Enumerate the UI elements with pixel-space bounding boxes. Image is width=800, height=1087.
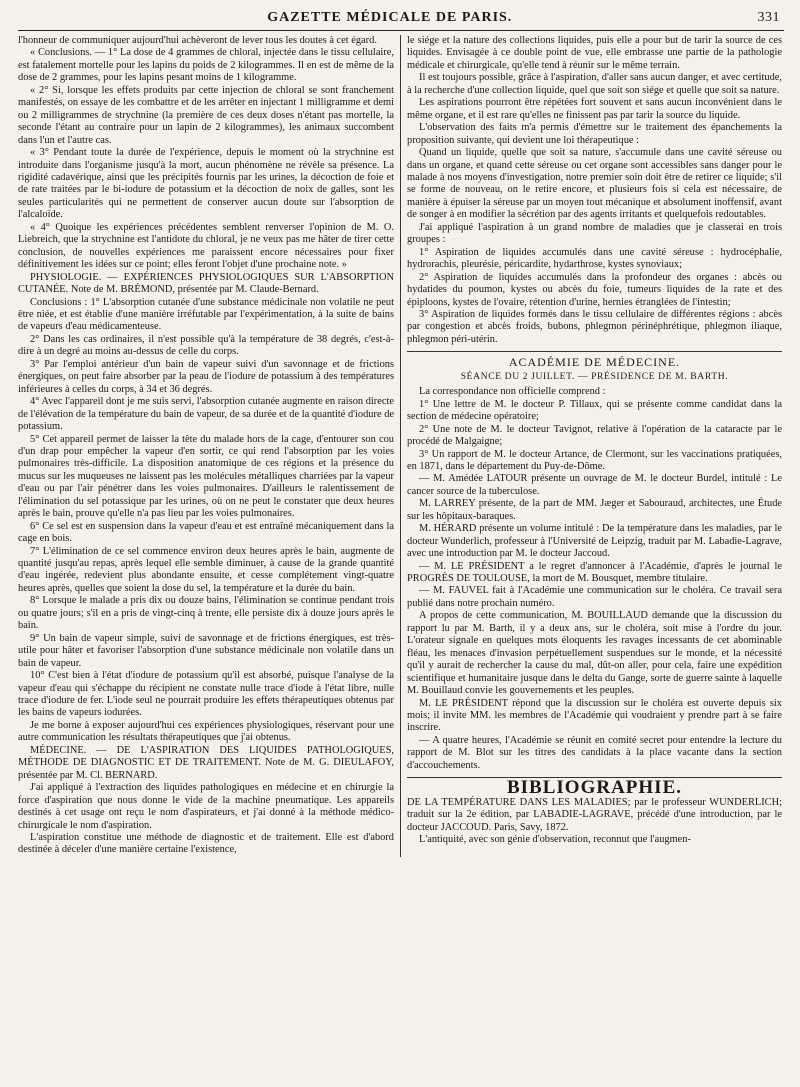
paragraph: 5° Cet appareil permet de laisser la tête du malade hors de la cage, d'entourer son cou d'un drap pour empêcher la vapeur d'en sortir, ce qui rend l'absorption par les voies pulmonaires très-difficile. La disposition anatomique de ces régions et la présence du mucus sur les muqueuses ne laissent pas les molécules métalliques charriées par la vapeur d'eau ou par l'air pénétrer dans les voies pulmonaires. D'ailleurs le ralentissement de l'élimination du sel potassique par les urines, où on ne peut le constater que deux heures après le bain, prouve qu'elle n'a pas lieu par les voies pulmonaires. — [18, 433, 394, 520]
paragraph: 3° Par l'emploi antérieur d'un bain de vapeur suivi d'un savonnage et de frictions énergiques, on peut faire absorber par la peau de l'iodure de potassium à des températures inférieures à celles du corps, à 34 et 36 degrés. — [18, 358, 394, 395]
paragraph: Il est toujours possible, grâce à l'aspiration, d'aller sans aucun danger, et avec certitude, à la recherche d'une collection liquide, quel que soit son siége et quelle que soit sa nature. — [407, 72, 782, 96]
academie-title: ACADÉMIE DE MÉDECINE. — [508, 355, 681, 370]
paragraph: A propos de cette communication, M. BOUILLAUD demande que la discussion du rapport lu par M. Barth, il y a deux ans, sur le choléra, soit mise à l'ordre du jour. L'orateur signale en quelques mots éloquents les ravages incessants de cet abominable fléau, les menaces d'invasion perpétuellement suspendues sur le monde, et la nécessité qu'il y aurait de rechercher la cause du mal, dût-on aller, pour cela, faire une expédition scientifique et humanitaire jusque dans le delta du Gange, sorte de guerre sainte à laquelle M. Bouillaud convie les gouvernements et les peuples. — [407, 610, 782, 697]
paragraph: 10° C'est bien à l'état d'iodure de potassium qu'il est absorbé, puisque l'analyse de la vapeur d'eau qui s'échappe du récipient ne constate nulle trace d'iode à l'état libre, nulle trace d'iodure de fer. L'iode seul ne pourrait produire les effets thérapeutiques obtenus par les bains de vapeurs iodurées. — [18, 670, 394, 719]
paragraph: L'antiquité, avec son génie d'observation, reconnut que l'augmen- — [419, 834, 691, 846]
paragraph: « Conclusions. — 1° La dose de 4 grammes de chloral, injectée dans le tissu cellulaire, est fatalement mortelle pour les lapins du poids de 2 kilogrammes. Il en est de même de la dose de 2 grammes, pour les lapins pesant moins de 1 kilogramme. — [18, 47, 394, 84]
paragraph: 4° Avec l'appareil dont je me suis servi, l'absorption cutanée augmente en raison directe de l'élévation de la température du bain de vapeur, de sa durée et de la quantité d'iodure de potassium. — [18, 396, 394, 433]
paragraph: 8° Lorsque le malade a pris dix ou douze bains, l'élimination se continue pendant trois ou quatre jours; s'il en a pris de vingt-cinq à trente, elle persiste dix à douze jours après le bain. — [18, 595, 394, 632]
paragraph: « 3° Pendant toute la durée de l'expérience, depuis le moment où la strychnine est introduite dans l'organisme jusqu'à la mort, aucun phénomène ne révèle sa présence. La rigidité cadavérique, ainsi que les précipités fournis par les urines, la décoction de foie et de rate traitées par le bi-iodure de potassium et la décoction de noix de galles, sont les seules particularités qui ne permettent de conserver aucun doute sur l'absorption de l'alcaloïde. — [18, 147, 394, 221]
columns — [18, 35, 784, 857]
page-number: 331 — [757, 10, 780, 25]
paragraph: « 2° Si, lorsque les effets produits par cette injection de chloral se sont franchement manifestés, on essaye de les combattre et de les arrêter en injectant 1 milligramme et demi ou 2 milligrammes de strychnine (la première de ces deux doses n'étant pas mortelle, la seconde l'étant au contraire pour un lapin de 2 kilogrammes), les animaux succombent dans l'un et l'autre cas. — [18, 84, 394, 146]
section-divider — [407, 351, 782, 352]
academie-report — [407, 386, 782, 772]
paragraph: 3° Un rapport de M. le docteur Artance, de Clermont, sur les vaccinations pratiquées, en 1871, dans le département du Puy-de-Dôme. — [407, 448, 782, 472]
paragraph: 6° Ce sel est en suspension dans la vapeur d'eau et est entraîné mécaniquement dans la cage en bois. — [18, 520, 394, 545]
paragraph: — M. FAUVEL fait à l'Académie une communication sur le choléra. Ce travail sera publié dans notre prochain numéro. — [407, 585, 782, 609]
journal-title: GAZETTE MÉDICALE DE PARIS. — [267, 10, 513, 25]
paragraph: J'ai appliqué l'aspiration à un grand nombre de maladies que je classerai en trois groupes : — [407, 221, 782, 246]
paragraph: 2° Une note de M. le docteur Tavignot, relative à l'opération de la cataracte par le procédé de Malgaigne; — [407, 423, 782, 448]
paragraph: L'observation des faits m'a permis d'émettre sur le traitement des épanchements la proposition suivante, qui devient une loi thérapeutique : — [407, 122, 782, 146]
paragraph: Les aspirations pourront être répétées fort souvent et sans aucun inconvénient dans le même organe, et il est rare qu'elles ne finissent pas par tarir la source du liquide. — [407, 97, 782, 121]
paragraph: « 4° Quoique les expériences précédentes semblent renverser l'opinion de M. O. Liebreich, que la strychnine est l'antidote du chloral, je ne veux pas me hâter de tirer cette conclusion, de nouvelles expériences me paraissent encore nécessaires pour fixer définitivement les idées sur ce point; elles feront l'objet d'une prochaine note. » — [18, 221, 394, 271]
paragraph: 2° Dans les cas ordinaires, il n'est possible qu'à la température de 38 degrés, c'est-à-dire à un degré au moins au-dessus de celle du corps. — [18, 333, 394, 358]
bibliographie-section — [407, 797, 782, 847]
paragraph: — M. LE PRÉSIDENT a le regret d'annoncer à l'Académie, d'après le journal le PROGRÈS DE TOULOUSE, la mort de M. Bousquet, membre titulaire. — [407, 560, 782, 585]
right-column — [400, 35, 782, 857]
paragraph: DE LA TEMPÉRATURE DANS LES MALADIES; par le professeur WUNDERLICH; traduit sur la 2e édition, par LABADIE-LAGRAVE, précédé d'une introduction, par le docteur JACCOUD. Paris, Savy, 1872. — [407, 796, 782, 833]
paragraph: M. LE PRÉSIDENT répond que la discussion sur le choléra est ouverte depuis six mois; il invite MM. les membres de l'Académie qui voudraient y prendre part à se faire inscrire. — [407, 697, 782, 734]
paragraph: 1° Aspiration de liquides accumulés dans une cavité séreuse : hydrocéphalie, hydrorachis, pleurésie, péricardite, hydarthrose, kystes synoviaux; — [407, 246, 782, 271]
paragraph: Je me borne à exposer aujourd'hui ces expériences physiologiques, réservant pour une autre communication les résultats thérapeutiques que j'ai obtenus. — [18, 719, 394, 744]
paragraph: M. HÉRARD présente un volume intitulé : De la température dans les maladies, par le docteur Wunderlich, professeur à l'Université de Leipzig, traduit par M. Labadie-Lagrave, avec une introduction par M. le docteur Jaccoud. — [407, 523, 782, 560]
left-column — [18, 35, 400, 857]
paragraph: 7° L'élimination de ce sel commence environ deux heures après le bain, augmente de quantité jusqu'au repas, après lequel elle semble diminuer, à cause de la grande quantité d'eau ingérée, redevient plus abondante ensuite, et cesse complétement vingt-quatre heures après, quelles que soient la dose du sel, la température et la durée du bain. — [18, 545, 394, 594]
paragraph: 2° Aspiration de liquides accumulés dans la profondeur des organes : abcès ou hydatides du poumon, kystes ou abcès du foie, tumeurs liquides de la rate et des épiploons, kystes de l'ovaire, rétention d'urine, hernies étranglées de l'intestin; — [407, 271, 782, 308]
paragraph: — A quatre heures, l'Académie se réunit en comité secret pour entendre la lecture du rapport de M. Blot sur les titres des candidats à la place vacante dans la section d'accouchements. — [407, 734, 782, 771]
paragraph: Conclusions : 1° L'absorption cutanée d'une substance médicinale non volatile ne peut être niée, et est établie d'une manière irréfutable par l'expérimentation, à la suite de bains de vapeurs d'eau médicamenteuse. — [18, 296, 394, 333]
page-header — [18, 10, 784, 31]
academie-subtitle: SÉANCE DU 2 JUILLET. — PRÉSIDENCE DE M. BARTH. — [460, 370, 729, 382]
paragraph: 3° Aspiration de liquides formés dans le tissu cellulaire de différentes régions : abcès par congestion et abcès froids, bubons, phlegmon périnéphrétique, phlegmon iliaque, phlegmon péri-utérin. — [407, 308, 782, 345]
paragraph: PHYSIOLOGIE. — EXPÉRIENCES PHYSIOLOGIQUES SUR L'ABSORPTION CUTANÉE. Note de M. BRÉMOND, présentée par M. Claude-Bernard. — [18, 271, 394, 296]
paragraph: La correspondance non officielle comprend : — [419, 386, 606, 398]
paragraph: 1° Une lettre de M. le docteur P. Tillaux, qui se présente comme candidat dans la section de médecine opératoire; — [407, 398, 782, 423]
paragraph: — M. Amédée LATOUR présente un ouvrage de M. le docteur Burdel, intitulé : Le cancer source de la tuberculose. — [407, 473, 782, 497]
paragraph: l'honneur de communiquer aujourd'hui achèveront de lever tous les doutes à cet égard. — [18, 35, 377, 46]
paragraph: L'aspiration constitue une méthode de diagnostic et de traitement. Elle est d'abord destinée à déceler d'une manière certaine l'existence, — [18, 832, 394, 856]
paragraph: Quand un liquide, quelle que soit sa nature, s'accumule dans une cavité séreuse ou dans un organe, et quand cette séreuse ou cet organe sont accessibles sans danger pour le malade à nos moyens d'investigation, notre premier soin doit être de retirer ce liquide; s'il se forme de nouveau, on le retire encore, et plusieurs fois si cela est nécessaire, de manière à épuiser la séreuse par un moyen tout mécanique et absolument inoffensif, avant de songer à en modifier la sécrétion par des agents irritants et quelquefois redoutables. — [407, 147, 782, 221]
aspiration-article-continued — [407, 35, 782, 346]
bibliographie-title: BIBLIOGRAPHIE. — [506, 777, 682, 799]
paragraph: J'ai appliqué à l'extraction des liquides pathologiques en médecine et en chirurgie la force d'aspiration que nous donne le vide de la machine pneumatique. Les appareils destinés à cet usage ont reçu le nom d'aspirateurs, et j'ai donné à la méthode médico-chirurgicale le nom d'aspiration. — [18, 782, 394, 831]
paragraph: le siége et la nature des collections liquides, puis elle a pour but de tarir la source de ces liquides. Envisagée à ce double point de vue, elle embrasse une partie de la pathologie médicale et chirurgicale, qu'elle tend à réunir sur le même terrain. — [407, 35, 782, 71]
paragraph: M. LARREY présente, de la part de MM. Jæger et Sabouraud, architectes, une Étude sur les hôpitaux-baraques. — [407, 498, 782, 522]
paragraph: 9° Un bain de vapeur simple, suivi de savonnage et de frictions énergiques, est très-utile pour hâter et favoriser l'absorption d'une substance médicinale non volatile dans un bain de vapeur. — [18, 632, 394, 669]
paragraph: MÉDECINE. — DE L'ASPIRATION DES LIQUIDES PATHOLOGIQUES, MÉTHODE DE DIAGNOSTIC ET DE TRAITEMENT. Note de M. G. DIEULAFOY, présentée par M. Cl. BERNARD. — [18, 744, 394, 781]
